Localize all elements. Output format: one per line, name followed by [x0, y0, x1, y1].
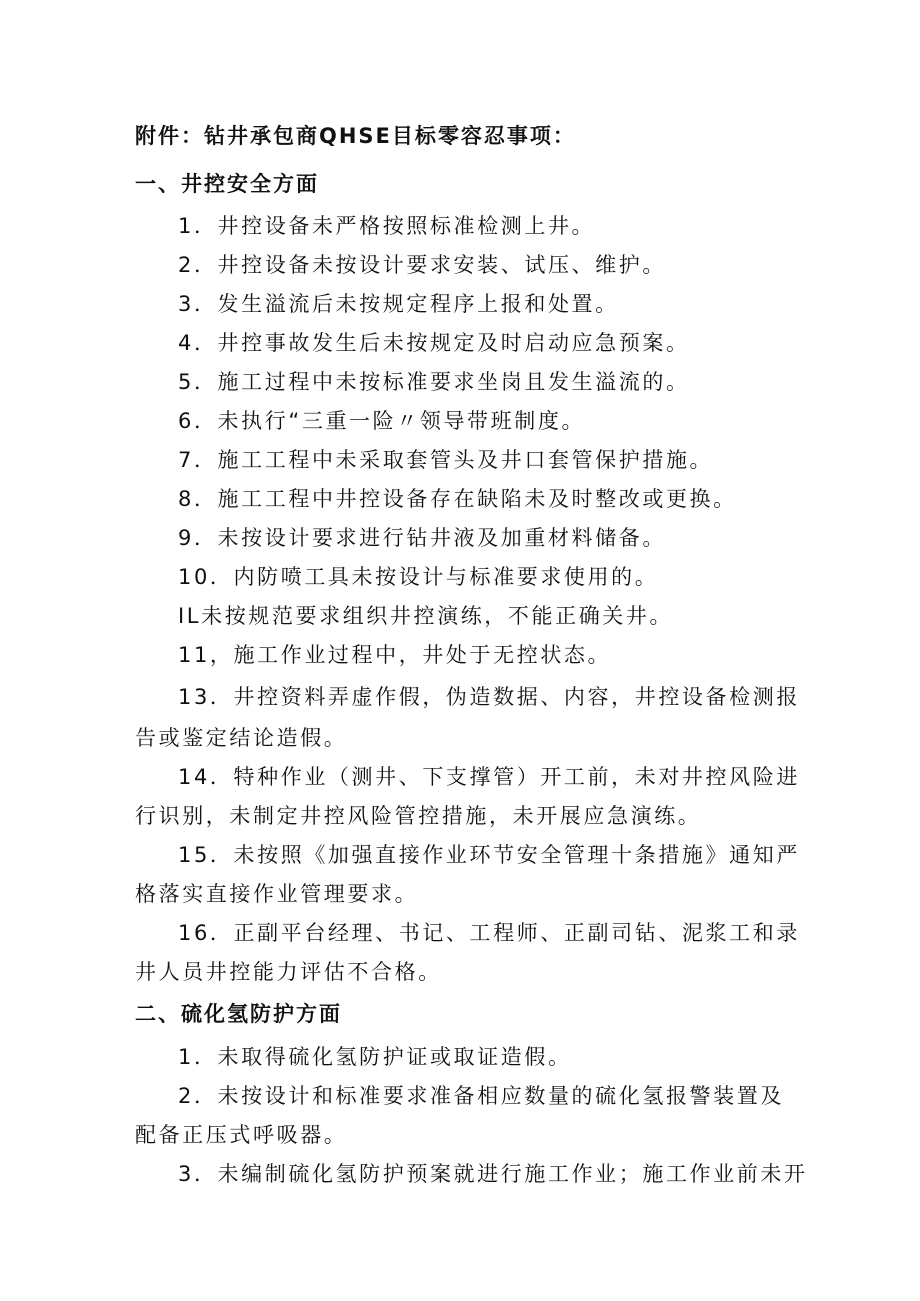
- list-item-line: 配备正压式呼吸器。: [135, 1123, 348, 1147]
- list-item: 6．未执行“三重一险〃领导带班制度。: [178, 409, 586, 433]
- list-item-line: 行识别，未制定井控风险管控措施，未开展应急演练。: [135, 804, 702, 828]
- list-item: 1．井控设备未严格按照标准检测上井。: [178, 214, 596, 238]
- list-item: 3．发生溢流后未按规定程序上报和处置。: [178, 292, 619, 316]
- list-item-line: 格落实直接作业管理要求。: [135, 882, 419, 906]
- list-item-line: 15．未按照《加强直接作业环节安全管理十条措施》通知严: [178, 843, 800, 867]
- list-item-line: 14．特种作业（测井、下支撑管）开工前，未对井控风险进: [178, 765, 800, 789]
- list-item: 11，施工作业过程中，井处于无控状态。: [178, 643, 612, 667]
- list-item: 2．井控设备未按设计要求安装、试压、维护。: [178, 253, 666, 277]
- list-item-line: 井人员井控能力评估不合格。: [135, 960, 442, 984]
- list-item: 5．施工过程中未按标准要求坐岗且发生溢流的。: [178, 370, 690, 394]
- list-item: 4．井控事故发生后未按规定及时启动应急预案。: [178, 331, 690, 355]
- list-item-line: 告或鉴定结论造假。: [135, 726, 348, 750]
- list-item: 1．未取得硫化氢防护证或取证造假。: [178, 1045, 572, 1069]
- list-item-line: 16．正副平台经理、书记、工程师、正副司钻、泥浆工和录: [178, 921, 800, 945]
- section-heading-h2s: 二、硫化氢防护方面: [135, 1002, 342, 1026]
- list-item: IL未按规范要求组织井控演练，不能正确关井。: [178, 604, 674, 628]
- document-title: 附件：钻井承包商QHSE目标零容忍事项：: [135, 124, 576, 148]
- list-item: 10．内防喷工具未按设计与标准要求使用的。: [178, 565, 659, 589]
- section-heading-well-control: 一、井控安全方面: [135, 172, 319, 196]
- list-item-line: 13．井控资料弄虚作假，伪造数据、内容，井控设备检测报: [178, 685, 800, 709]
- list-item: 9．未按设计要求进行钻井液及加重材料储备。: [178, 526, 666, 550]
- list-item-line: 2．未按设计和标准要求准备相应数量的硫化氢报警装置及: [178, 1084, 784, 1108]
- list-item-line: 3．未编制硫化氢防护预案就进行施工作业；施工作业前未开: [178, 1162, 808, 1186]
- list-item: 7．施工工程中未采取套管头及井口套管保护措施。: [178, 448, 714, 472]
- list-item: 8．施工工程中井控设备存在缺陷未及时整改或更换。: [178, 487, 737, 511]
